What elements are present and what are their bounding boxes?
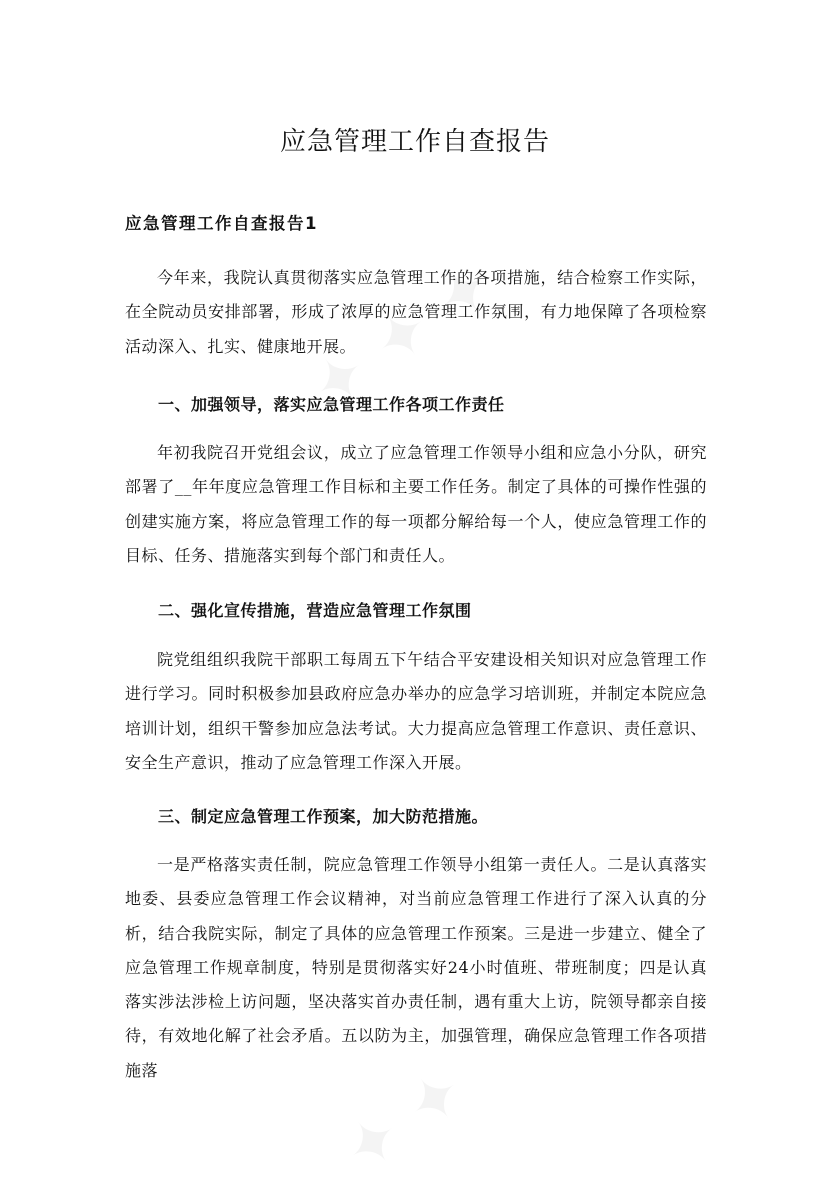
report-subtitle: 应急管理工作自查报告1	[125, 214, 318, 233]
document-title: 应急管理工作自查报告	[279, 127, 550, 157]
section-heading: 二、强化宣传措施，营造应急管理工作氛围	[158, 601, 472, 620]
section-heading: 三、制定应急管理工作预案，加大防范措施。	[158, 807, 489, 826]
section-paragraph: 年初我院召开党组会议，成立了应急管理工作领导小组和应急小分队，研究部署了__年年度应急管理工作目标和主要工作任务。制定了具体的可操作性强的创建实施方案，将应急管理工作的每一项都分解给每一个人，使应急管理工作的目标、任务、措施落实到每个部门和责任人。	[125, 443, 707, 565]
section-heading: 一、加强领导，落实应急管理工作各项工作责任	[158, 395, 505, 414]
section-paragraph: 一是严格落实责任制，院应急管理工作领导小组第一责任人。二是认真落实地委、县委应急管理工作会议精神，对当前应急管理工作进行了深入认真的分析，结合我院实际，制定了具体的应急管理工作预案。三是进一步建立、健全了应急管理工作规章制度，特别是贯彻落实好24小时值班、带班制度；四是认真落实涉法涉检上访问题，坚决落实首办责任制，遇有重大上访，院领导都亲自接待，有效地化解了社会矛盾。五以防为主，加强管理，确保应急管理工作各项措施落	[125, 855, 707, 1080]
section-paragraph: 院党组组织我院干部职工每周五下午结合平安建设相关知识对应急管理工作进行学习。同时积极参加县政府应急办举办的应急学习培训班，并制定本院应急培训计划，组织干警参加应急法考试。大力提高应急管理工作意识、责任意识、安全生产意识，推动了应急管理工作深入开展。	[125, 650, 707, 772]
intro-paragraph: 今年来，我院认真贯彻落实应急管理工作的各项措施，结合检察工作实际，在全院动员安排部署，形成了浓厚的应急管理工作氛围，有力地保障了各项检察活动深入、扎实、健康地开展。	[125, 268, 707, 356]
